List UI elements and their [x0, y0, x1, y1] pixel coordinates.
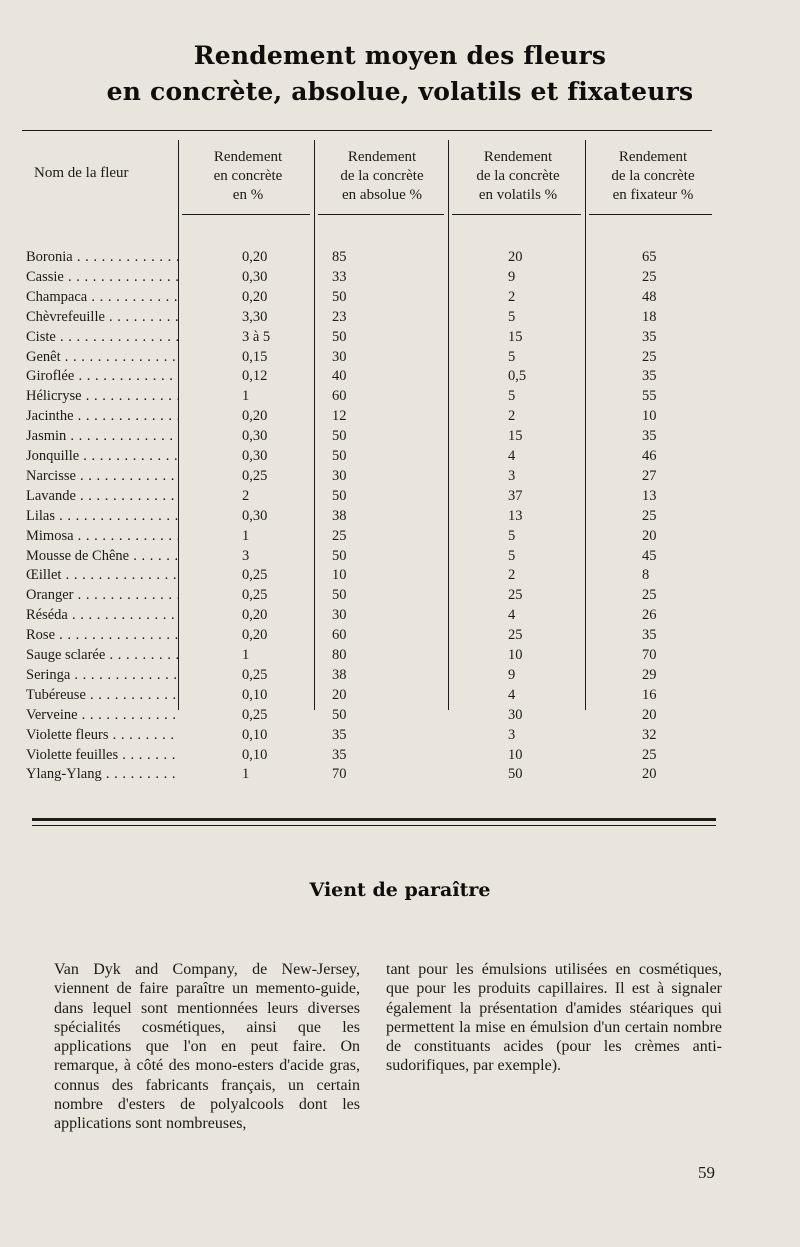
fixateur-cell: 25 — [642, 746, 657, 763]
flower-name-cell: Tubéreuse . . . — [26, 686, 178, 705]
fixateur-cell: 45 — [642, 547, 657, 564]
table-row — [0, 308, 800, 327]
absolue-cell: 35 — [332, 726, 347, 743]
flower-name-cell: Oranger . . . — [26, 586, 178, 605]
fixateur-cell: 26 — [642, 607, 657, 624]
table-row — [0, 288, 800, 307]
absolue-cell: 60 — [332, 388, 347, 405]
volatils-cell: 3 — [508, 467, 516, 484]
table-row — [0, 765, 800, 784]
concrete-cell: 0,20 — [242, 249, 268, 265]
fixateur-cell: 46 — [642, 448, 657, 464]
concrete-cell: 0,20 — [242, 607, 268, 624]
left-column-text: Van Dyk and Company, de New-Jersey, viennent de faire paraître un memento-guide, dans lequel sont mentionnées leurs diverses spécialités cosmétiques, ainsi que les applications que l'on en peut faire. On remarque, à côté des mono-esters d'acide gras, connus des fabricants français, un certain nombre d'esters de polyalcools dont les applications sont nombreuses, — [54, 961, 360, 1133]
table-row — [0, 646, 800, 665]
column-divider — [178, 140, 179, 256]
fixateur-cell: 55 — [642, 388, 657, 405]
volatils-cell: 37 — [508, 487, 523, 504]
table-row — [0, 447, 800, 466]
volatils-cell: 9 — [508, 268, 516, 285]
absolue-cell: 20 — [332, 686, 347, 703]
absolue-cell: 38 — [332, 666, 347, 683]
fixateur-cell: 27 — [642, 467, 657, 484]
table-row — [0, 606, 800, 625]
absolue-cell: 50 — [332, 547, 347, 564]
fixateur-cell: 35 — [642, 368, 657, 385]
table-row — [0, 268, 800, 287]
absolue-cell: 25 — [332, 527, 347, 544]
flower-name-cell: Ciste . . . — [26, 328, 178, 347]
absolue-cell: 12 — [332, 408, 347, 425]
concrete-cell: 0,25 — [242, 666, 268, 683]
table-row — [0, 328, 800, 347]
concrete-cell: 0,25 — [242, 706, 268, 723]
concrete-cell: 0,25 — [242, 587, 268, 604]
concrete-cell: 1 — [242, 766, 250, 783]
concrete-cell: 0,20 — [242, 408, 268, 425]
fixateur-cell: 48 — [642, 288, 657, 305]
concrete-cell: 0,20 — [242, 288, 268, 305]
column-header-absolue: Rendement de la concrète en absolue % — [340, 149, 424, 203]
flower-name-cell: Lavande . . . — [26, 487, 178, 506]
concrete-cell: 0,30 — [242, 268, 268, 285]
table-row — [0, 726, 800, 745]
fixateur-cell: 29 — [642, 666, 657, 683]
table-row — [0, 626, 800, 645]
concrete-cell: 0,12 — [242, 368, 268, 385]
table-row — [0, 427, 800, 446]
flower-name-cell: Mimosa . . . — [26, 527, 178, 546]
absolue-cell: 33 — [332, 268, 347, 285]
absolue-cell: 50 — [332, 587, 347, 604]
flower-name-cell: Violette fleurs . . . — [26, 726, 178, 745]
fixateur-cell: 16 — [642, 686, 657, 703]
flower-name-cell: Verveine . . . — [26, 706, 178, 725]
concrete-cell: 1 — [242, 388, 250, 405]
header-underline — [182, 214, 310, 215]
volatils-cell: 2 — [508, 288, 516, 305]
fixateur-cell: 25 — [642, 507, 657, 524]
absolue-cell: 38 — [332, 507, 347, 524]
concrete-cell: 0,30 — [242, 428, 268, 445]
flower-name-cell: Lilas . . . — [26, 507, 178, 526]
column-header-name: Nom de la fleur — [34, 165, 129, 181]
fixateur-cell: 25 — [642, 587, 657, 604]
table-row — [0, 248, 800, 267]
flower-name-cell: Œillet . . . — [26, 566, 178, 585]
header-underline — [589, 214, 712, 215]
flower-name-cell: Cassie . . . — [26, 268, 178, 287]
table-top-rule — [22, 130, 712, 131]
title-line-1: Rendement moyen des fleurs — [193, 41, 607, 70]
absolue-cell: 50 — [332, 448, 347, 464]
flower-name-cell: Violette feuilles . . . — [26, 746, 178, 765]
concrete-cell: 3,30 — [242, 308, 268, 325]
flower-name-cell: Champaca . . . — [26, 288, 178, 307]
volatils-cell: 3 — [508, 726, 516, 743]
absolue-cell: 50 — [332, 288, 347, 305]
volatils-cell: 25 — [508, 627, 523, 644]
absolue-cell: 85 — [332, 249, 347, 265]
concrete-cell: 0,15 — [242, 348, 268, 365]
fixateur-cell: 25 — [642, 268, 657, 285]
flower-name-cell: Hélicryse . . . — [26, 387, 178, 406]
volatils-cell: 5 — [508, 388, 516, 405]
concrete-cell: 0,25 — [242, 567, 268, 584]
concrete-cell: 3 — [242, 547, 250, 564]
fixateur-cell: 35 — [642, 627, 657, 644]
concrete-cell: 0,20 — [242, 627, 268, 644]
table-row — [0, 407, 800, 426]
column-header-fixateur: Rendement de la concrète en fixateur % — [611, 149, 695, 203]
volatils-cell: 15 — [508, 328, 523, 345]
fixateur-cell: 8 — [642, 567, 650, 584]
volatils-cell: 15 — [508, 428, 523, 445]
absolue-cell: 23 — [332, 308, 347, 325]
fixateur-cell: 13 — [642, 487, 657, 504]
flower-name-cell: Chèvrefeuille . . . — [26, 308, 178, 327]
table-row — [0, 367, 800, 386]
flower-name-cell: Genêt . . . — [26, 348, 178, 367]
header-underline — [452, 214, 581, 215]
flower-name-cell: Giroflée . . . — [26, 367, 178, 386]
concrete-cell: 3 à 5 — [242, 328, 271, 345]
concrete-cell: 0,10 — [242, 746, 268, 763]
volatils-cell: 30 — [508, 706, 523, 723]
fixateur-cell: 20 — [642, 527, 657, 544]
absolue-cell: 10 — [332, 567, 347, 584]
volatils-cell: 5 — [508, 348, 516, 365]
volatils-cell: 2 — [508, 567, 516, 584]
volatils-cell: 13 — [508, 507, 523, 524]
table-row — [0, 527, 800, 546]
column-header-concrete: Rendement en concrète en % — [213, 149, 283, 203]
absolue-cell: 50 — [332, 487, 347, 504]
fixateur-cell: 35 — [642, 328, 657, 345]
table-row — [0, 547, 800, 566]
absolue-cell: 30 — [332, 607, 347, 624]
volatils-cell: 2 — [508, 408, 516, 425]
header-underline — [318, 214, 444, 215]
flower-name-cell: Jacinthe . . . — [26, 407, 178, 426]
flower-name-cell: Jasmin . . . — [26, 427, 178, 446]
concrete-cell: 1 — [242, 647, 250, 663]
volatils-cell: 50 — [508, 766, 523, 783]
section-divider — [32, 818, 716, 821]
concrete-cell: 0,10 — [242, 726, 268, 743]
fixateur-cell: 32 — [642, 726, 657, 743]
table-row — [0, 467, 800, 486]
table-row — [0, 387, 800, 406]
section-title: Vient de paraître — [309, 879, 491, 901]
table-row — [0, 507, 800, 526]
concrete-cell: 0,10 — [242, 686, 268, 703]
title-line-2: en concrète, absolue, volatils et fixateurs — [106, 77, 694, 106]
table-row — [0, 586, 800, 605]
flower-name-cell: Seringa . . . — [26, 666, 178, 685]
fixateur-cell: 25 — [642, 348, 657, 365]
volatils-cell: 5 — [508, 308, 516, 325]
absolue-cell: 30 — [332, 348, 347, 365]
volatils-cell: 10 — [508, 746, 523, 763]
volatils-cell: 4 — [508, 607, 516, 624]
volatils-cell: 4 — [508, 686, 516, 703]
flower-name-cell: Réséda . . . — [26, 606, 178, 625]
flower-name-cell: Narcisse . . . — [26, 467, 178, 486]
absolue-cell: 50 — [332, 328, 347, 345]
absolue-cell: 50 — [332, 428, 347, 445]
table-row — [0, 666, 800, 685]
page-title — [0, 38, 800, 110]
page-number: 59 — [698, 1163, 715, 1182]
flower-name-cell: Jonquille . . . — [26, 447, 178, 466]
volatils-cell: 9 — [508, 666, 516, 683]
table-row — [0, 348, 800, 367]
absolue-cell: 70 — [332, 766, 347, 783]
fixateur-cell: 20 — [642, 706, 657, 723]
table-row — [0, 566, 800, 585]
flower-name-cell: Sauge sclarée . . . — [26, 646, 178, 665]
absolue-cell: 40 — [332, 368, 347, 385]
flower-name-cell: Mousse de Chêne . . . — [26, 547, 178, 566]
volatils-cell: 25 — [508, 587, 523, 604]
volatils-cell: 20 — [508, 249, 523, 265]
fixateur-cell: 10 — [642, 408, 657, 425]
concrete-cell: 0,30 — [242, 507, 268, 524]
right-column-text: tant pour les émulsions utilisées en cosmétiques, que pour les produits capillaires. Il est à signaler également la présentation d'amides stéariques qui permettent la mise en émulsion d'un certain nombre de constituants acides (pour les crèmes anti-sudorifiques, par exemple). — [386, 961, 722, 1075]
concrete-cell: 0,25 — [242, 467, 268, 484]
table-row — [0, 706, 800, 725]
fixateur-cell: 18 — [642, 308, 657, 325]
absolue-cell: 60 — [332, 627, 347, 644]
table-row — [0, 487, 800, 506]
concrete-cell: 2 — [242, 487, 250, 504]
volatils-cell: 5 — [508, 527, 516, 544]
volatils-cell: 4 — [508, 448, 516, 464]
concrete-cell: 0,30 — [242, 448, 268, 464]
volatils-cell: 0,5 — [508, 368, 527, 385]
fixateur-cell: 70 — [642, 647, 657, 663]
fixateur-cell: 35 — [642, 428, 657, 445]
table-row — [0, 746, 800, 765]
flower-name-cell: Ylang-Ylang . . . — [26, 765, 178, 784]
volatils-cell: 10 — [508, 647, 523, 663]
absolue-cell: 80 — [332, 647, 347, 663]
concrete-cell: 1 — [242, 527, 250, 544]
column-header-volatils: Rendement de la concrète en volatils % — [476, 149, 560, 203]
flower-name-cell: Rose . . . — [26, 626, 178, 645]
table-row — [0, 686, 800, 705]
fixateur-cell: 20 — [642, 766, 657, 783]
absolue-cell: 35 — [332, 746, 347, 763]
fixateur-cell: 65 — [642, 249, 657, 265]
section-divider-thin — [32, 825, 716, 826]
absolue-cell: 30 — [332, 467, 347, 484]
volatils-cell: 5 — [508, 547, 516, 564]
flower-name-cell: Boronia . . . — [26, 248, 178, 267]
absolue-cell: 50 — [332, 706, 347, 723]
